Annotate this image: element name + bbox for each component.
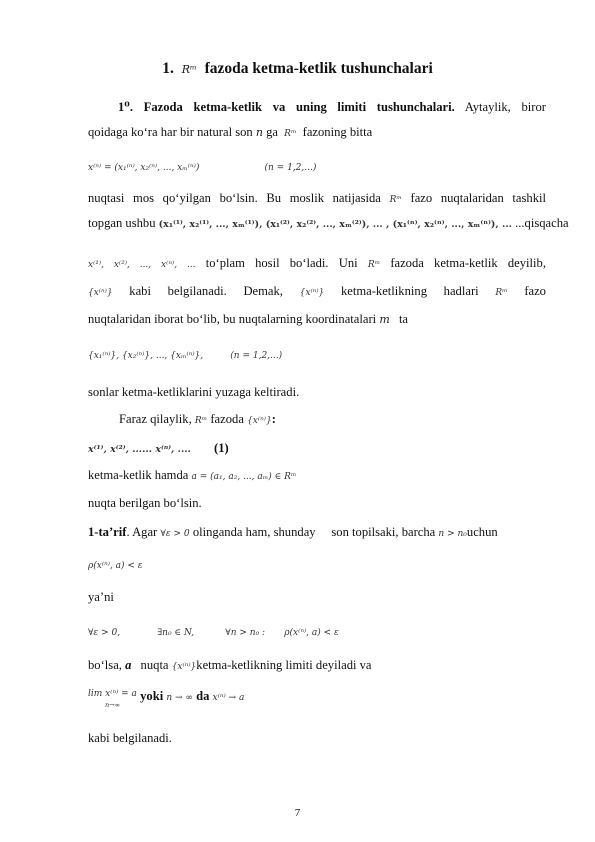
- symbol-Rm: Rᵐ: [495, 288, 508, 298]
- text-bolsa: bo‘lsa,: [88, 658, 122, 672]
- page-number: 7: [294, 807, 301, 819]
- text-nuqtalaridan-iborat: nuqtalaridan iborat bo‘lib, bu nuqtalarning koordinatalari: [88, 312, 377, 326]
- formula-coord-range: (n = 1,2,...): [230, 351, 283, 361]
- text-limiti-deyiladi: ketma-ketlikning limiti deyiladi va: [196, 658, 372, 672]
- formula-a-point: a = (a₁, a₂, ..., aₘ) ∈ Rᵐ: [191, 472, 297, 482]
- text-yani: ya’ni: [88, 590, 114, 604]
- text-ta: ta: [398, 312, 409, 326]
- title-text: fazoda ketma-ketlik tushunchalari: [204, 60, 433, 77]
- para3-line2: [88, 467, 296, 485]
- text-nuqtasi: nuqtasi mos qo‘yilgan bo‘lsin. Bu moslik natijasida: [88, 191, 381, 205]
- formula-seq-list: (x₁⁽¹⁾, x₂⁽¹⁾, ..., xₘ⁽¹⁾), (x₁⁽²⁾, x₂⁽²⁾, ..., xₘ⁽²⁾), ... , (x₁⁽ⁿ⁾, x₂⁽ⁿ⁾, ..., xₘ⁽ⁿ⁾), ...: [158, 219, 512, 230]
- text-colon: :: [271, 412, 276, 426]
- formula-braces-xn-4: {x⁽ⁿ⁾}: [171, 662, 197, 672]
- section-number: 1⁰.: [118, 100, 133, 114]
- para3-line1: [119, 411, 276, 429]
- text-hadlari: ketma-ketlikning hadlari: [340, 284, 479, 298]
- formula-xn: x⁽ⁿ⁾ = (x₁⁽ⁿ⁾, x₂⁽ⁿ⁾, ..., xₘ⁽ⁿ⁾): [88, 163, 200, 173]
- section-line2: [88, 124, 372, 142]
- symbol-Rm: Rᵐ: [284, 129, 297, 139]
- text-olinganda: olinganda ham, shunday: [192, 525, 316, 539]
- text-sonlar: sonlar ketma-ketliklarini yuzaga keltiradi.: [88, 385, 300, 399]
- bolsa-line: [88, 657, 372, 675]
- formula-n-gt-n0: n > n₀: [438, 529, 467, 539]
- formula-coord-seqs: [88, 346, 282, 364]
- text-da: da: [196, 689, 210, 703]
- symbol-Rm: Rᵐ: [389, 195, 402, 205]
- formula-braces-xn-2: {x⁽ⁿ⁾}: [299, 288, 325, 298]
- text-toplam: to‘plam hosil bo‘ladi. Uni: [205, 256, 358, 270]
- symbol-n: n: [255, 126, 263, 139]
- final-line: [88, 730, 172, 746]
- formula-braces-xn-3: {x⁽ⁿ⁾}: [247, 416, 272, 426]
- equation-tag-1: (1): [214, 441, 229, 455]
- formula-short-seq: x⁽¹⁾, x⁽²⁾, ..., x⁽ⁿ⁾, ...: [88, 260, 196, 270]
- text-ketma-ketlik-hamda: ketma-ketlik hamda: [88, 468, 189, 482]
- title-number: 1.: [162, 60, 174, 77]
- page-title: [0, 60, 595, 78]
- symbol-Rm: Rᵐ: [367, 260, 381, 270]
- text-fazoda: fazoda: [210, 412, 244, 426]
- formula-n-range: (n = 1,2,...): [264, 163, 317, 173]
- formula-rho-line: [88, 556, 143, 574]
- para3-line3: [88, 495, 202, 511]
- para2-line6: [88, 384, 299, 400]
- text-kabi-belgilanadi: kabi belgilanadi. Demak,: [129, 284, 283, 298]
- limit-line: [88, 688, 244, 710]
- definition-line1: [88, 524, 498, 543]
- text-topgan-ushbu: topgan ushbu: [88, 216, 156, 230]
- formula-coord: {x₁⁽ⁿ⁾}, {x₂⁽ⁿ⁾}, ..., {xₘ⁽ⁿ⁾},: [88, 351, 204, 361]
- section-heading: Fazoda ketma-ketlik va uning limiti tushunchalari.: [143, 100, 455, 114]
- text-qisqacha: ...qisqacha: [515, 216, 569, 230]
- text-kabi-belgilanadi-final: kabi belgilanadi.: [88, 731, 172, 745]
- formula-braces-xn: {x⁽ⁿ⁾}: [88, 288, 113, 298]
- formula-yani-eps: ∀ε > 0,: [88, 628, 121, 638]
- text-fazoda-ketma-ketlik: fazoda ketma-ketlik deyilib,: [390, 256, 546, 270]
- formula-xn-point: [88, 158, 316, 176]
- symbol-Rm: Rᵐ: [194, 416, 208, 426]
- formula-yani-line: [88, 623, 339, 641]
- definition-label: 1-ta’rif: [88, 525, 127, 539]
- para2-line4: [88, 283, 546, 301]
- text-yoki: yoki: [140, 689, 164, 703]
- limit-expression: [88, 688, 137, 710]
- formula-for-all-eps: ∀ε > 0: [160, 529, 190, 539]
- text-fazoning-bitta: fazoning bitta: [302, 125, 373, 139]
- para2-line3: [88, 255, 546, 273]
- title-space-symbol: Rᵐ: [181, 63, 197, 76]
- text-fazo-nuqtalaridan: fazo nuqtalaridan tashkil: [410, 191, 547, 205]
- formula-seq1: x⁽¹⁾, x⁽²⁾, ...... x⁽ⁿ⁾, ....: [88, 444, 191, 455]
- formula-lim: lim x⁽ⁿ⁾ = a: [88, 689, 137, 699]
- section-line1-tail: Aytaylik, biror: [464, 100, 546, 114]
- text-uchun: uchun: [466, 525, 498, 539]
- formula-yani-rho: ρ(x⁽ⁿ⁾, a) < ε: [284, 628, 339, 638]
- symbol-a: a: [125, 658, 132, 672]
- text-fazo: fazo: [524, 284, 546, 298]
- formula-seq1-line: [88, 440, 229, 458]
- text-son-topilsaki: son topilsaki, barcha: [331, 525, 436, 539]
- formula-rho: ρ(x⁽ⁿ⁾, a) < ε: [88, 561, 143, 571]
- text-nuqta: nuqta: [140, 658, 169, 672]
- text-nuqta-berilgan: nuqta berilgan bo‘lsin.: [88, 496, 202, 510]
- text-ga: ga: [266, 125, 279, 139]
- para2-line2: [88, 215, 569, 233]
- formula-xn-to-a: x⁽ⁿ⁾ → a: [212, 693, 245, 703]
- para2-line1: [88, 190, 546, 208]
- symbol-m: m: [379, 313, 390, 326]
- para2-line5: [88, 311, 408, 328]
- formula-yani-n: ∀n > n₀ :: [225, 628, 266, 638]
- formula-yani-n0: ∃n₀ ∈ N,: [157, 628, 195, 638]
- formula-n-to-inf: n → ∞: [166, 693, 193, 703]
- text-agar: . Agar: [126, 525, 158, 539]
- text-faraz: Faraz qilaylik,: [119, 412, 192, 426]
- yani-line: [88, 589, 114, 605]
- section-heading-line: [118, 99, 546, 115]
- text-qoidaga: qoidaga ko‘ra har bir natural son: [88, 125, 253, 139]
- formula-lim-sub: n→∞: [104, 701, 120, 709]
